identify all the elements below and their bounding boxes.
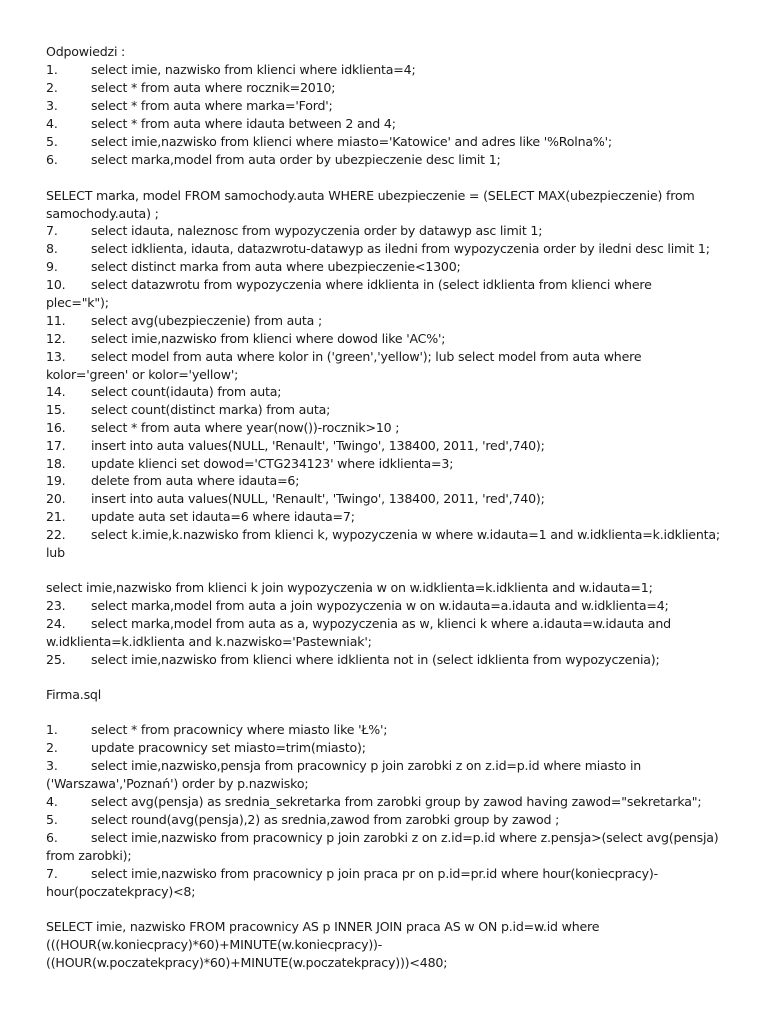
item-text: lub: [46, 545, 65, 560]
item-text: select avg(pensja) as srednia_sekretarka from zarobki group by zawod having zawod="sekretarka";: [91, 794, 702, 809]
item-text: select round(avg(pensja),2) as srednia,zawod from zarobki group by zawod ;: [91, 812, 560, 827]
item-text: plec="k");: [46, 295, 109, 310]
item-text: update pracownicy set miasto=trim(miasto);: [91, 740, 366, 755]
item-number: 11.: [46, 313, 66, 328]
item-text: select imie,nazwisko from pracownicy p join zarobki z on z.id=p.id where z.pensja>(select avg(pensja): [91, 830, 719, 845]
item-number: 21.: [46, 509, 66, 524]
item-number: 8.: [46, 241, 58, 256]
item-number: 25.: [46, 652, 66, 667]
list-item: [46, 79, 736, 97]
list-item-continuation: [46, 883, 736, 901]
item-text: select imie, nazwisko from klienci where idklienta=4;: [91, 62, 416, 77]
list-item: [46, 115, 736, 133]
list-item: [46, 615, 736, 633]
list-item-continuation: [46, 775, 736, 793]
paragraph-line: SELECT imie, nazwisko FROM pracownicy AS p INNER JOIN praca AS w ON p.id=w.id where: [46, 919, 600, 934]
list-item: [46, 401, 736, 419]
item-text: select imie,nazwisko from pracownicy p join praca pr on p.id=pr.id where hour(koniecpracy)-: [91, 866, 658, 881]
item-number: 23.: [46, 598, 66, 613]
list-item: [46, 330, 736, 348]
item-number: 18.: [46, 456, 66, 471]
item-text: select marka,model from auta as a, wypozyczenia as w, klienci k where a.idauta=w.idauta and: [91, 616, 671, 631]
list-item: [46, 419, 736, 437]
list-item-continuation: [46, 366, 736, 384]
item-text: select model from auta where kolor in ('green','yellow'); lub select model from auta where: [91, 349, 642, 364]
list-item: [46, 508, 736, 526]
list-item: [46, 472, 736, 490]
list-item: [46, 383, 736, 401]
item-text: select imie,nazwisko,pensja from pracownicy p join zarobki z on z.id=p.id where miasto in: [91, 758, 642, 773]
list-item-continuation: [46, 294, 736, 312]
list-item-continuation: [46, 544, 736, 562]
item-number: 5.: [46, 134, 58, 149]
item-number: 7.: [46, 866, 58, 881]
list-item: [46, 61, 736, 79]
item-text: select * from auta where rocznik=2010;: [91, 80, 336, 95]
item-text: select distinct marka from auta where ubezpieczenie<1300;: [91, 259, 461, 274]
list-item: [46, 651, 736, 669]
list-item: [46, 312, 736, 330]
item-text: select * from auta where year(now())-rocznik>10 ;: [91, 420, 400, 435]
item-text: insert into auta values(NULL, 'Renault', 'Twingo', 138400, 2011, 'red',740);: [91, 491, 545, 506]
list-item: [46, 133, 736, 151]
paragraph-line: select imie,nazwisko from klienci k join wypozyczenia w on w.idklienta=k.idklienta and w.idauta=1;: [46, 580, 653, 595]
paragraph-line: ((HOUR(w.poczatekpracy)*60)+MINUTE(w.poczatekpracy)))<480;: [46, 955, 448, 970]
item-number: 2.: [46, 740, 58, 755]
item-number: 20.: [46, 491, 66, 506]
paragraph-line: (((HOUR(w.koniecpracy)*60)+MINUTE(w.koniecpracy))-: [46, 937, 383, 952]
item-number: 1.: [46, 722, 58, 737]
item-text: select marka,model from auta a join wypozyczenia w on w.idauta=a.idauta and w.idklienta=4;: [91, 598, 669, 613]
list-item: [46, 151, 736, 169]
item-text: select count(idauta) from auta;: [91, 384, 282, 399]
item-number: 13.: [46, 349, 66, 364]
list-item: [46, 739, 736, 757]
item-text: select imie,nazwisko from klienci where idklienta not in (select idklienta from wypozyczenia);: [91, 652, 660, 667]
list-item: [46, 526, 736, 544]
list-item: [46, 597, 736, 615]
list-item: [46, 865, 736, 883]
item-text: update klienci set dowod='CTG234123' where idklienta=3;: [91, 456, 454, 471]
list-item: [46, 258, 736, 276]
item-number: 12.: [46, 331, 66, 346]
item-text: select marka,model from auta order by ubezpieczenie desc limit 1;: [91, 152, 501, 167]
paragraph-line: SELECT marka, model FROM samochody.auta WHERE ubezpieczenie = (SELECT MAX(ubezpieczenie) from: [46, 188, 695, 203]
item-text: select * from auta where marka='Ford';: [91, 98, 333, 113]
list-item: [46, 276, 736, 294]
item-number: 4.: [46, 116, 58, 131]
item-number: 2.: [46, 80, 58, 95]
item-number: 9.: [46, 259, 58, 274]
list-item: [46, 757, 736, 775]
item-text: select idklienta, idauta, datazwrotu-datawyp as iledni from wypozyczenia order by iledni desc limit 1;: [91, 241, 710, 256]
item-number: 15.: [46, 402, 66, 417]
item-number: 16.: [46, 420, 66, 435]
list-item: [46, 793, 736, 811]
list-item: [46, 811, 736, 829]
item-text: select datazwrotu from wypozyczenia where idklienta in (select idklienta from klienci where: [91, 277, 652, 292]
item-number: 1.: [46, 62, 58, 77]
item-number: 10.: [46, 277, 66, 292]
item-text: hour(poczatekpracy)<8;: [46, 884, 196, 899]
item-number: 6.: [46, 152, 58, 167]
item-text: delete from auta where idauta=6;: [91, 473, 300, 488]
item-number: 17.: [46, 438, 66, 453]
item-number: 7.: [46, 223, 58, 238]
list-item: [46, 490, 736, 508]
item-text: from zarobki);: [46, 848, 132, 863]
item-text: select avg(ubezpieczenie) from auta ;: [91, 313, 323, 328]
paragraph-line: samochody.auta) ;: [46, 206, 159, 221]
item-number: 3.: [46, 758, 58, 773]
item-text: w.idklienta=k.idklienta and k.nazwisko='Pastewniak';: [46, 634, 372, 649]
item-text: select imie,nazwisko from klienci where dowod like 'AC%';: [91, 331, 446, 346]
list-item-continuation: [46, 847, 736, 865]
list-item: [46, 240, 736, 258]
item-number: 24.: [46, 616, 66, 631]
item-text: update auta set idauta=6 where idauta=7;: [91, 509, 355, 524]
item-text: kolor='green' or kolor='yellow';: [46, 367, 239, 382]
section-title: Firma.sql: [46, 687, 102, 702]
list-item: [46, 222, 736, 240]
item-text: ('Warszawa','Poznań') order by p.nazwisko;: [46, 776, 309, 791]
list-item: [46, 721, 736, 739]
list-item: [46, 455, 736, 473]
item-text: select * from auta where idauta between 2 and 4;: [91, 116, 396, 131]
item-number: 3.: [46, 98, 58, 113]
item-text: select k.imie,k.nazwisko from klienci k, wypozyczenia w where w.idauta=1 and w.idklienta=k.idklienta;: [91, 527, 720, 542]
item-text: select idauta, naleznosc from wypozyczenia order by datawyp asc limit 1;: [91, 223, 543, 238]
item-text: insert into auta values(NULL, 'Renault', 'Twingo', 138400, 2011, 'red',740);: [91, 438, 545, 453]
item-text: select * from pracownicy where miasto like 'Ł%';: [91, 722, 388, 737]
list-item: [46, 97, 736, 115]
item-number: 6.: [46, 830, 58, 845]
list-item-continuation: [46, 633, 736, 651]
list-item: [46, 437, 736, 455]
list-item: [46, 348, 736, 366]
heading: Odpowiedzi :: [46, 44, 126, 59]
item-number: 22.: [46, 527, 66, 542]
item-number: 4.: [46, 794, 58, 809]
item-text: select imie,nazwisko from klienci where miasto='Katowice' and adres like '%Rolna%';: [91, 134, 612, 149]
item-number: 14.: [46, 384, 66, 399]
item-text: select count(distinct marka) from auta;: [91, 402, 331, 417]
item-number: 19.: [46, 473, 66, 488]
list-item: [46, 829, 736, 847]
item-number: 5.: [46, 812, 58, 827]
